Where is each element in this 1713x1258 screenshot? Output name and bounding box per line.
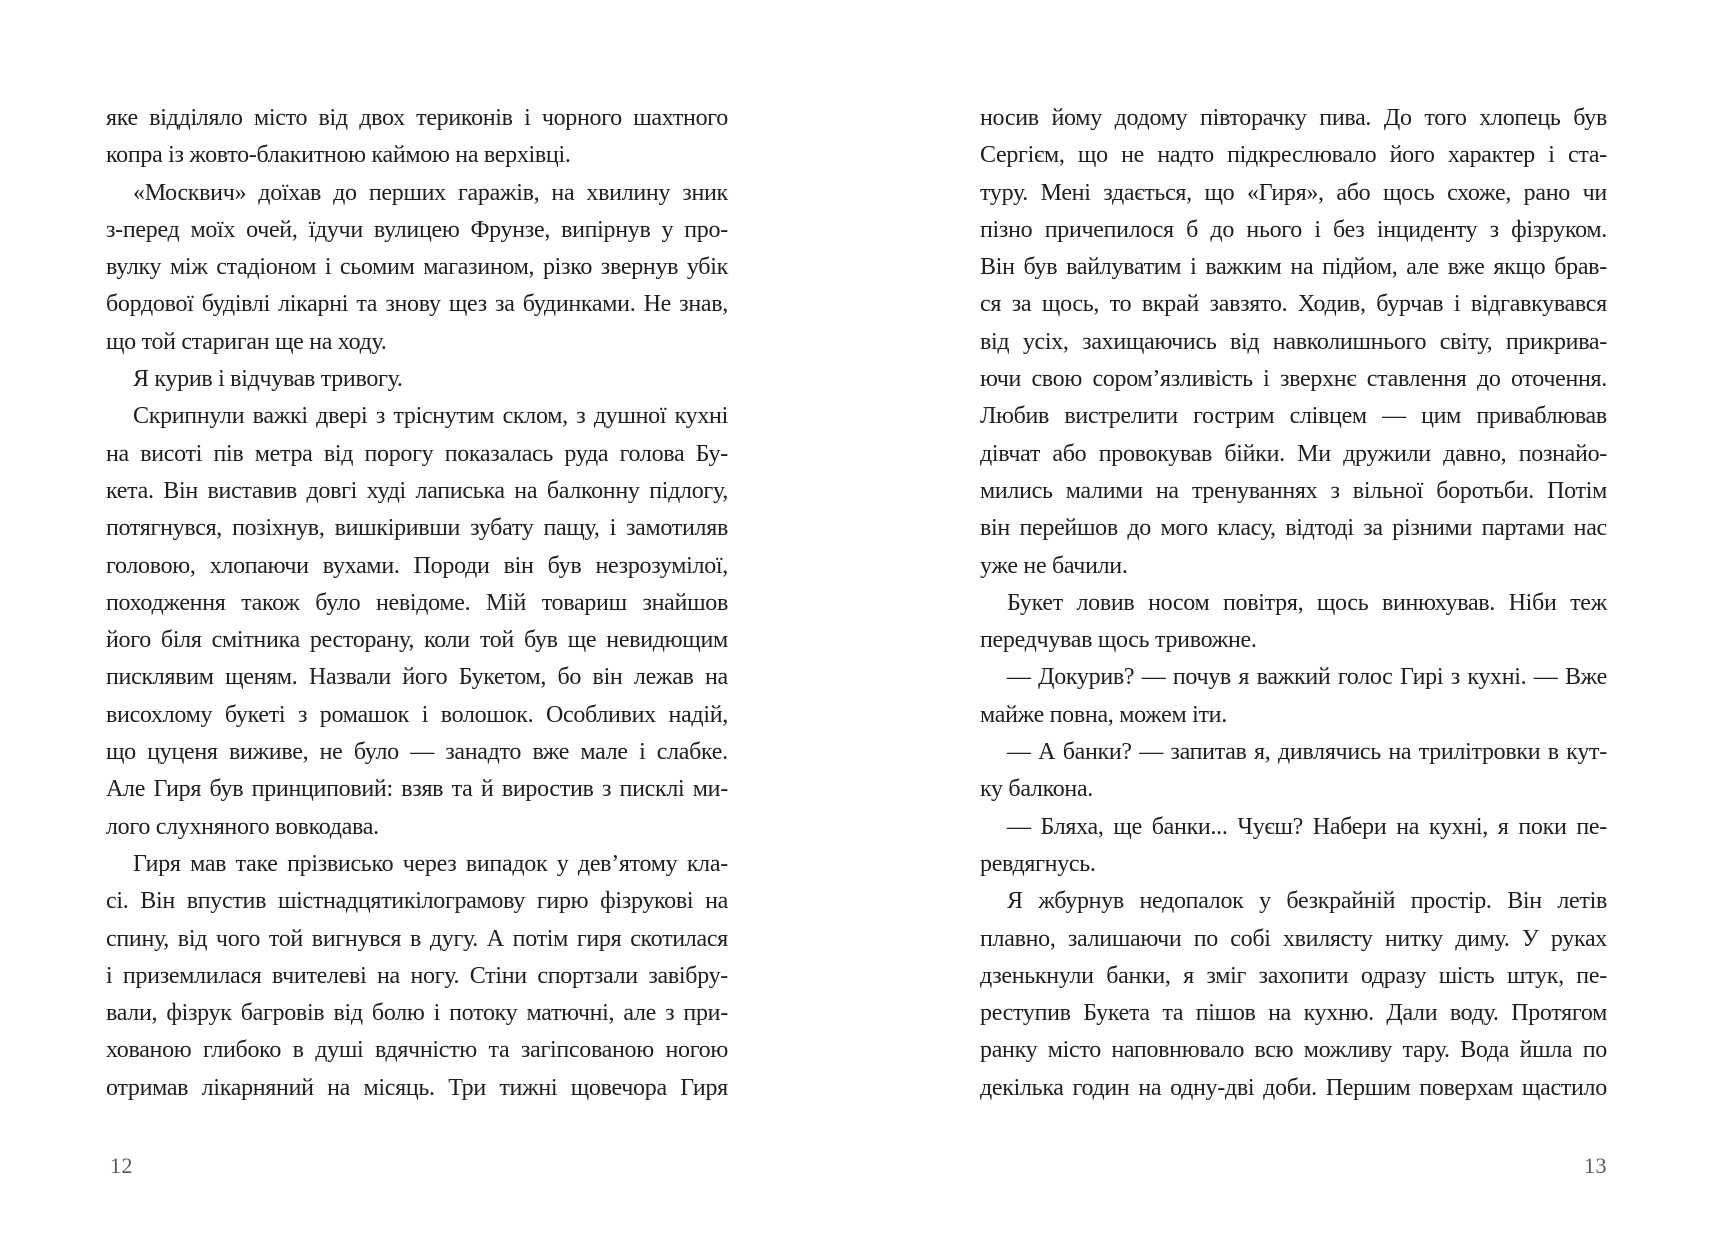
text-line: Я курив і відчував тривогу. (133, 366, 403, 393)
text-line: Скрипнули важкі двері з тріснутим склом, з душної кухні (133, 403, 728, 430)
text-line: головою, хлопаючи вухами. Породи він був незрозумілої, (106, 552, 728, 579)
text-line: Але Гиря був принциповий: взяв та й виростив з писклі ми- (106, 776, 728, 803)
text-line: реступив Букета та пішов на кухню. Дали воду. Протягом (980, 1000, 1607, 1027)
text-line: туру. Мені здається, що «Гиря», або щось схоже, рано чи (980, 179, 1607, 206)
text-line: — Бляха, ще банки... Чуєш? Набери на кухні, я поки пе- (1007, 813, 1607, 840)
text-line: уже не бачили. (980, 552, 1128, 579)
text-line: передчував щось тривожне. (980, 627, 1257, 654)
text-line: Гиря мав таке прізвисько через випадок у дев’ятому кла- (133, 850, 728, 877)
text-line: Букет ловив носом повітря, щось винюхував. Ніби теж (1007, 589, 1607, 616)
text-line: декілька годин на одну-дві доби. Першим поверхам щастило (980, 1074, 1607, 1101)
text-line: яке відділяло місто від двох териконів і чорного шахтного (106, 105, 728, 131)
text-line: копра із жовто-блакитною каймою на верхівці. (106, 142, 571, 169)
text-line: лого слухняного вовкодава. (106, 813, 379, 840)
text-line: Любив вистрелити гострим слівцем — цим приваблював (980, 403, 1607, 430)
text-line: дівчат або провокував бійки. Ми дружили давно, познайо- (980, 440, 1607, 467)
text-line: походження також було невідоме. Мій товариш знайшов (106, 589, 728, 616)
text-line: що цуценя виживе, не було — занадто вже мале і слабке. (106, 739, 728, 766)
text-line: висохлому букеті з ромашок і волошок. Особливих надій, (106, 701, 728, 728)
text-line: що той стариган ще на ходу. (106, 328, 387, 355)
text-line: ранку місто наповнювало всю можливу тару. Вода йшла по (980, 1037, 1607, 1064)
text-line: майже повна, можем іти. (980, 701, 1227, 728)
text-line: ку балкона. (980, 776, 1094, 803)
text-line: Він був вайлуватим і важким на підйом, але вже якщо брав- (980, 254, 1607, 281)
text-line: його біля смітника ресторану, коли той був ще невидющим (106, 627, 728, 654)
text-line: Сергієм, що не надто підкреслювало його характер і ста- (980, 142, 1607, 169)
text-line: «Москвич» доїхав до перших гаражів, на хвилину зник (133, 179, 728, 206)
text-line: — А банки? — запитав я, дивлячись на трилітровки в кут- (1007, 739, 1607, 766)
text-line: дзенькнули банки, я зміг захопити одразу шість штук, пе- (980, 962, 1607, 989)
text-line: носив йому додому півторачку пива. До того хлопець був (980, 105, 1607, 131)
text-line: вали, фізрук багровів від болю і потоку матючні, але з при- (106, 1000, 728, 1027)
text-line: ся за щось, то вкрай завзято. Ходив, бурчав і відгавкувався (980, 291, 1607, 318)
text-line: він перейшов до мого класу, відтоді за різними партами нас (980, 515, 1607, 542)
text-line: з-перед моїх очей, їдучи вулицею Фрунзе, випірнув у про- (106, 216, 728, 243)
text-line: спину, від чого той вигнувся в дугу. А потім гиря скотилася (106, 925, 728, 952)
text-line: від усіх, захищаючись від навколишнього світу, прикрива- (980, 328, 1607, 355)
text-line: пізно причепилося б до нього і без інциденту з фізруком. (980, 216, 1607, 243)
text-line: на висоті пів метра від порогу показалась руда голова Бу- (106, 440, 728, 467)
text-line: мились малими на тренуваннях з вільної боротьби. Потім (980, 477, 1607, 504)
text-line: кета. Він виставив довгі худі лаписька на балконну підлогу, (106, 477, 728, 504)
text-line: сі. Він впустив шістнадцятикілограмову гирю фізрукові на (106, 888, 728, 915)
right-page-text-block (980, 100, 1607, 1107)
left-page-text-block (106, 100, 728, 1107)
text-line: хованою глибоко в душі вдячністю та загіпсованою ногою (106, 1037, 728, 1064)
text-line: писклявим щеням. Назвали його Букетом, бо він лежав на (106, 664, 728, 691)
text-line: вулку між стадіоном і сьомим магазином, різко звернув убік (106, 254, 728, 281)
page-number-left: 12 (110, 1153, 133, 1178)
text-line: і приземлилася вчителеві на ногу. Стіни спортзали завібру- (106, 962, 728, 989)
text-line: отримав лікарняний на місяць. Три тижні щовечора Гиря (106, 1074, 728, 1101)
text-line: ревдягнусь. (980, 850, 1096, 877)
text-line: потягнувся, позіхнув, вишкіривши зубату пащу, і замотиляв (106, 515, 728, 542)
page-number-right: 13 (1584, 1153, 1607, 1178)
text-line: Я жбурнув недопалок у безкрайній простір. Він летів (1007, 888, 1607, 915)
text-line: ючи свою сором’язливість і зверхнє ставлення до оточення. (980, 366, 1607, 393)
text-line: бордової будівлі лікарні та знову щез за будинками. Не знав, (106, 291, 728, 318)
text-line: плавно, залишаючи по собі хвилясту нитку диму. У руках (980, 925, 1607, 952)
text-line: — Докурив? — почув я важкий голос Гирі з кухні. — Вже (1007, 664, 1607, 691)
